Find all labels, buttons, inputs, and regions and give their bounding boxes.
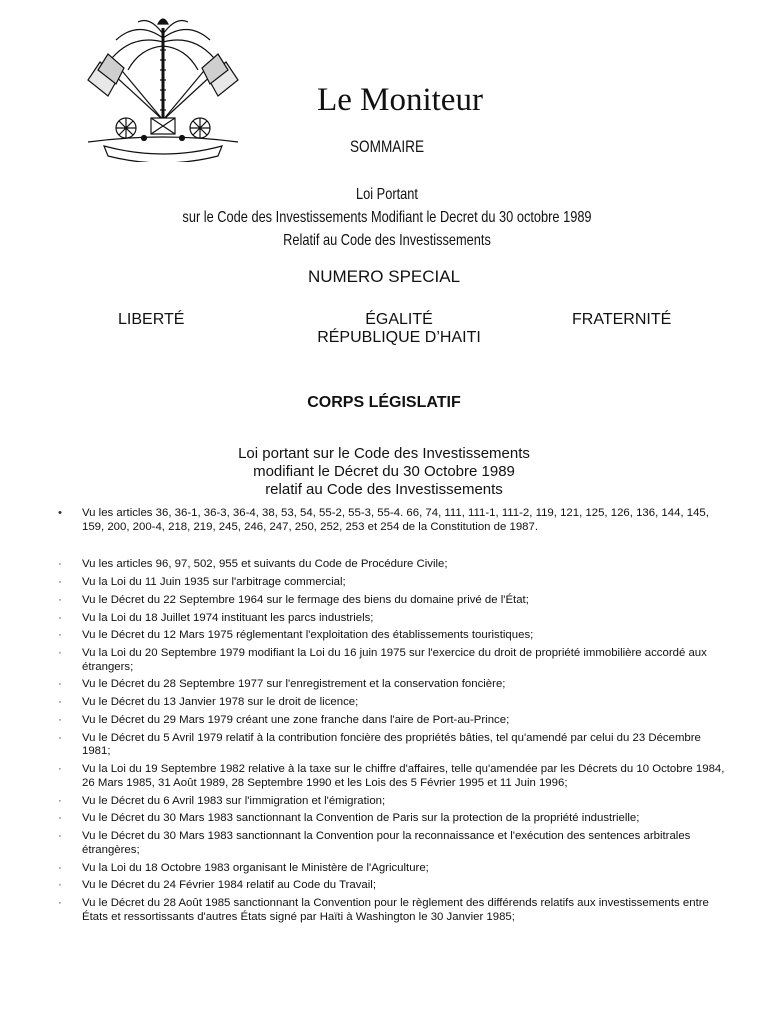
list-item-text: Vu le Décret du 24 Février 1984 relatif au Code du Travail; <box>82 879 376 892</box>
motto-liberte: LIBERTÉ <box>118 311 185 328</box>
list-item-text: Vu le Décret du 22 Septembre 1964 sur le fermage des biens du domaine privé de l'État; <box>82 593 529 606</box>
list-item <box>58 812 730 826</box>
bullet-marker: · <box>58 714 62 727</box>
list-item <box>58 830 730 857</box>
list-item <box>58 647 730 674</box>
motto-fraternite: FRATERNITÉ <box>572 311 672 328</box>
republic-name: RÉPUBLIQUE D’HAITI <box>317 329 481 346</box>
bullet-marker: · <box>58 558 62 571</box>
list-item <box>58 558 730 572</box>
list-item-text: Vu la Loi du 18 Octobre 1983 organisant le Ministère de l'Agriculture; <box>82 861 429 874</box>
bullet-marker: · <box>58 861 62 874</box>
bullet-marker: · <box>58 794 62 807</box>
section-heading: CORPS LÉGISLATIF <box>307 394 461 411</box>
list-item-text: Vu la Loi du 11 Juin 1935 sur l'arbitrage commercial; <box>82 575 346 588</box>
bullet-marker: · <box>58 731 62 744</box>
summary-line-1: Loi Portant <box>356 186 418 203</box>
list-item-text: Vu la Loi du 18 Juillet 1974 instituant les parcs industriels; <box>82 611 374 624</box>
list-item <box>58 795 730 809</box>
list-item-text: Vu le Décret du 30 Mars 1983 sanctionnant la Convention pour la reconnaissance et l'exécution des sentences arbitrales étrangères; <box>82 830 691 856</box>
list-item <box>58 732 730 759</box>
bullet-marker: · <box>58 879 62 892</box>
list-item-text: Vu le Décret du 12 Mars 1975 réglementant l'exploitation des établissements touristiques; <box>82 629 534 642</box>
law-title-line-2: modifiant le Décret du 30 Octobre 1989 <box>253 463 515 480</box>
list-item-text: Vu le Décret du 5 Avril 1979 relatif à la contribution foncière des propriétés bâties, tel qu'amendé par celui du 23 Décembre 1981; <box>82 731 701 758</box>
bullet-marker: · <box>58 611 62 624</box>
list-item <box>58 897 730 924</box>
bullet-marker: • <box>58 507 62 519</box>
list-item-text: Vu le Décret du 29 Mars 1979 créant une zone franche dans l'aire de Port-au-Prince; <box>82 714 510 727</box>
list-item <box>58 714 730 728</box>
bullet-marker: · <box>58 897 62 910</box>
list-item <box>58 879 730 893</box>
bullet-marker: · <box>58 575 62 588</box>
list-item <box>58 507 730 534</box>
bullet-marker: · <box>58 830 62 843</box>
law-title-line-1: Loi portant sur le Code des Investissements <box>238 445 530 462</box>
sommaire-heading: SOMMAIRE <box>349 137 425 156</box>
bullet-marker: · <box>58 647 62 660</box>
list-item <box>58 629 730 643</box>
list-item <box>58 612 730 626</box>
numero-special: NUMERO SPECIAL <box>307 267 461 286</box>
masthead-title: Le Moniteur <box>317 82 483 118</box>
law-title-line-3: relatif au Code des Investissements <box>265 481 503 498</box>
summary-line-3: Relatif au Code des Investissements <box>283 232 491 249</box>
list-item <box>58 678 730 692</box>
list-item-text: Vu le Décret du 6 Avril 1983 sur l'immigration et l'émigration; <box>82 794 386 807</box>
list-item-text: Vu la Loi du 20 Septembre 1979 modifiant la Loi du 16 juin 1975 sur l'exercice du droit de propriété immobilière accordé aux étrangers; <box>82 647 707 673</box>
law-title <box>0 445 768 499</box>
bullet-marker: · <box>58 629 62 642</box>
bullet-marker: · <box>58 678 62 691</box>
considerations-list <box>58 507 730 928</box>
list-item <box>58 862 730 876</box>
motto-egalite: ÉGALITÉ <box>365 311 433 328</box>
list-item-text: Vu le Décret du 28 Août 1985 sanctionnant la Convention pour le règlement des différends relatifs aux investissements entre États et ressortissants d'autres États signé par Haïti à Washington le 30 Janvier 1985; <box>82 897 709 923</box>
list-item-text: Vu le Décret du 30 Mars 1983 sanctionnant la Convention de Paris sur la protection de la propriété industrielle; <box>82 812 640 825</box>
list-item-text: Vu le Décret du 28 Septembre 1977 sur l'enregistrement et la conservation foncière; <box>82 678 506 691</box>
bullet-marker: · <box>58 812 62 825</box>
bullet-marker: · <box>58 696 62 709</box>
bullet-marker: · <box>58 763 62 776</box>
list-item <box>58 594 730 608</box>
list-item <box>58 576 730 590</box>
list-item <box>58 763 730 790</box>
list-item-text: Vu les articles 36, 36-1, 36-3, 36-4, 38, 53, 54, 55-2, 55-3, 55-4. 66, 74, 111, 111-1, 111-2, 119, 121, 125, 126, 136, 144, 145, 159, 200, 200-4, 218, 219, 245, 246, 247, 250, 252, 253 et 254 de la Constitution de 1987. <box>82 507 709 533</box>
list-item-text: Vu le Décret du 13 Janvier 1978 sur le droit de licence; <box>82 696 359 709</box>
bullet-marker: · <box>58 593 62 606</box>
list-item <box>58 696 730 710</box>
list-item-text: Vu les articles 96, 97, 502, 955 et suivants du Code de Procédure Civile; <box>82 558 448 571</box>
summary-line-2: sur le Code des Investissements Modifiant le Decret du 30 octobre 1989 <box>182 209 592 226</box>
list-item-text: Vu la Loi du 19 Septembre 1982 relative à la taxe sur le chiffre d'affaires, telle qu'amendée par les Décrets du 10 Octobre 1984, 26 Mars 1985, 31 Août 1989, 28 Septembre 1990 et les Lois des 5 Février 1995 et 11 Juin 1996; <box>82 763 725 789</box>
